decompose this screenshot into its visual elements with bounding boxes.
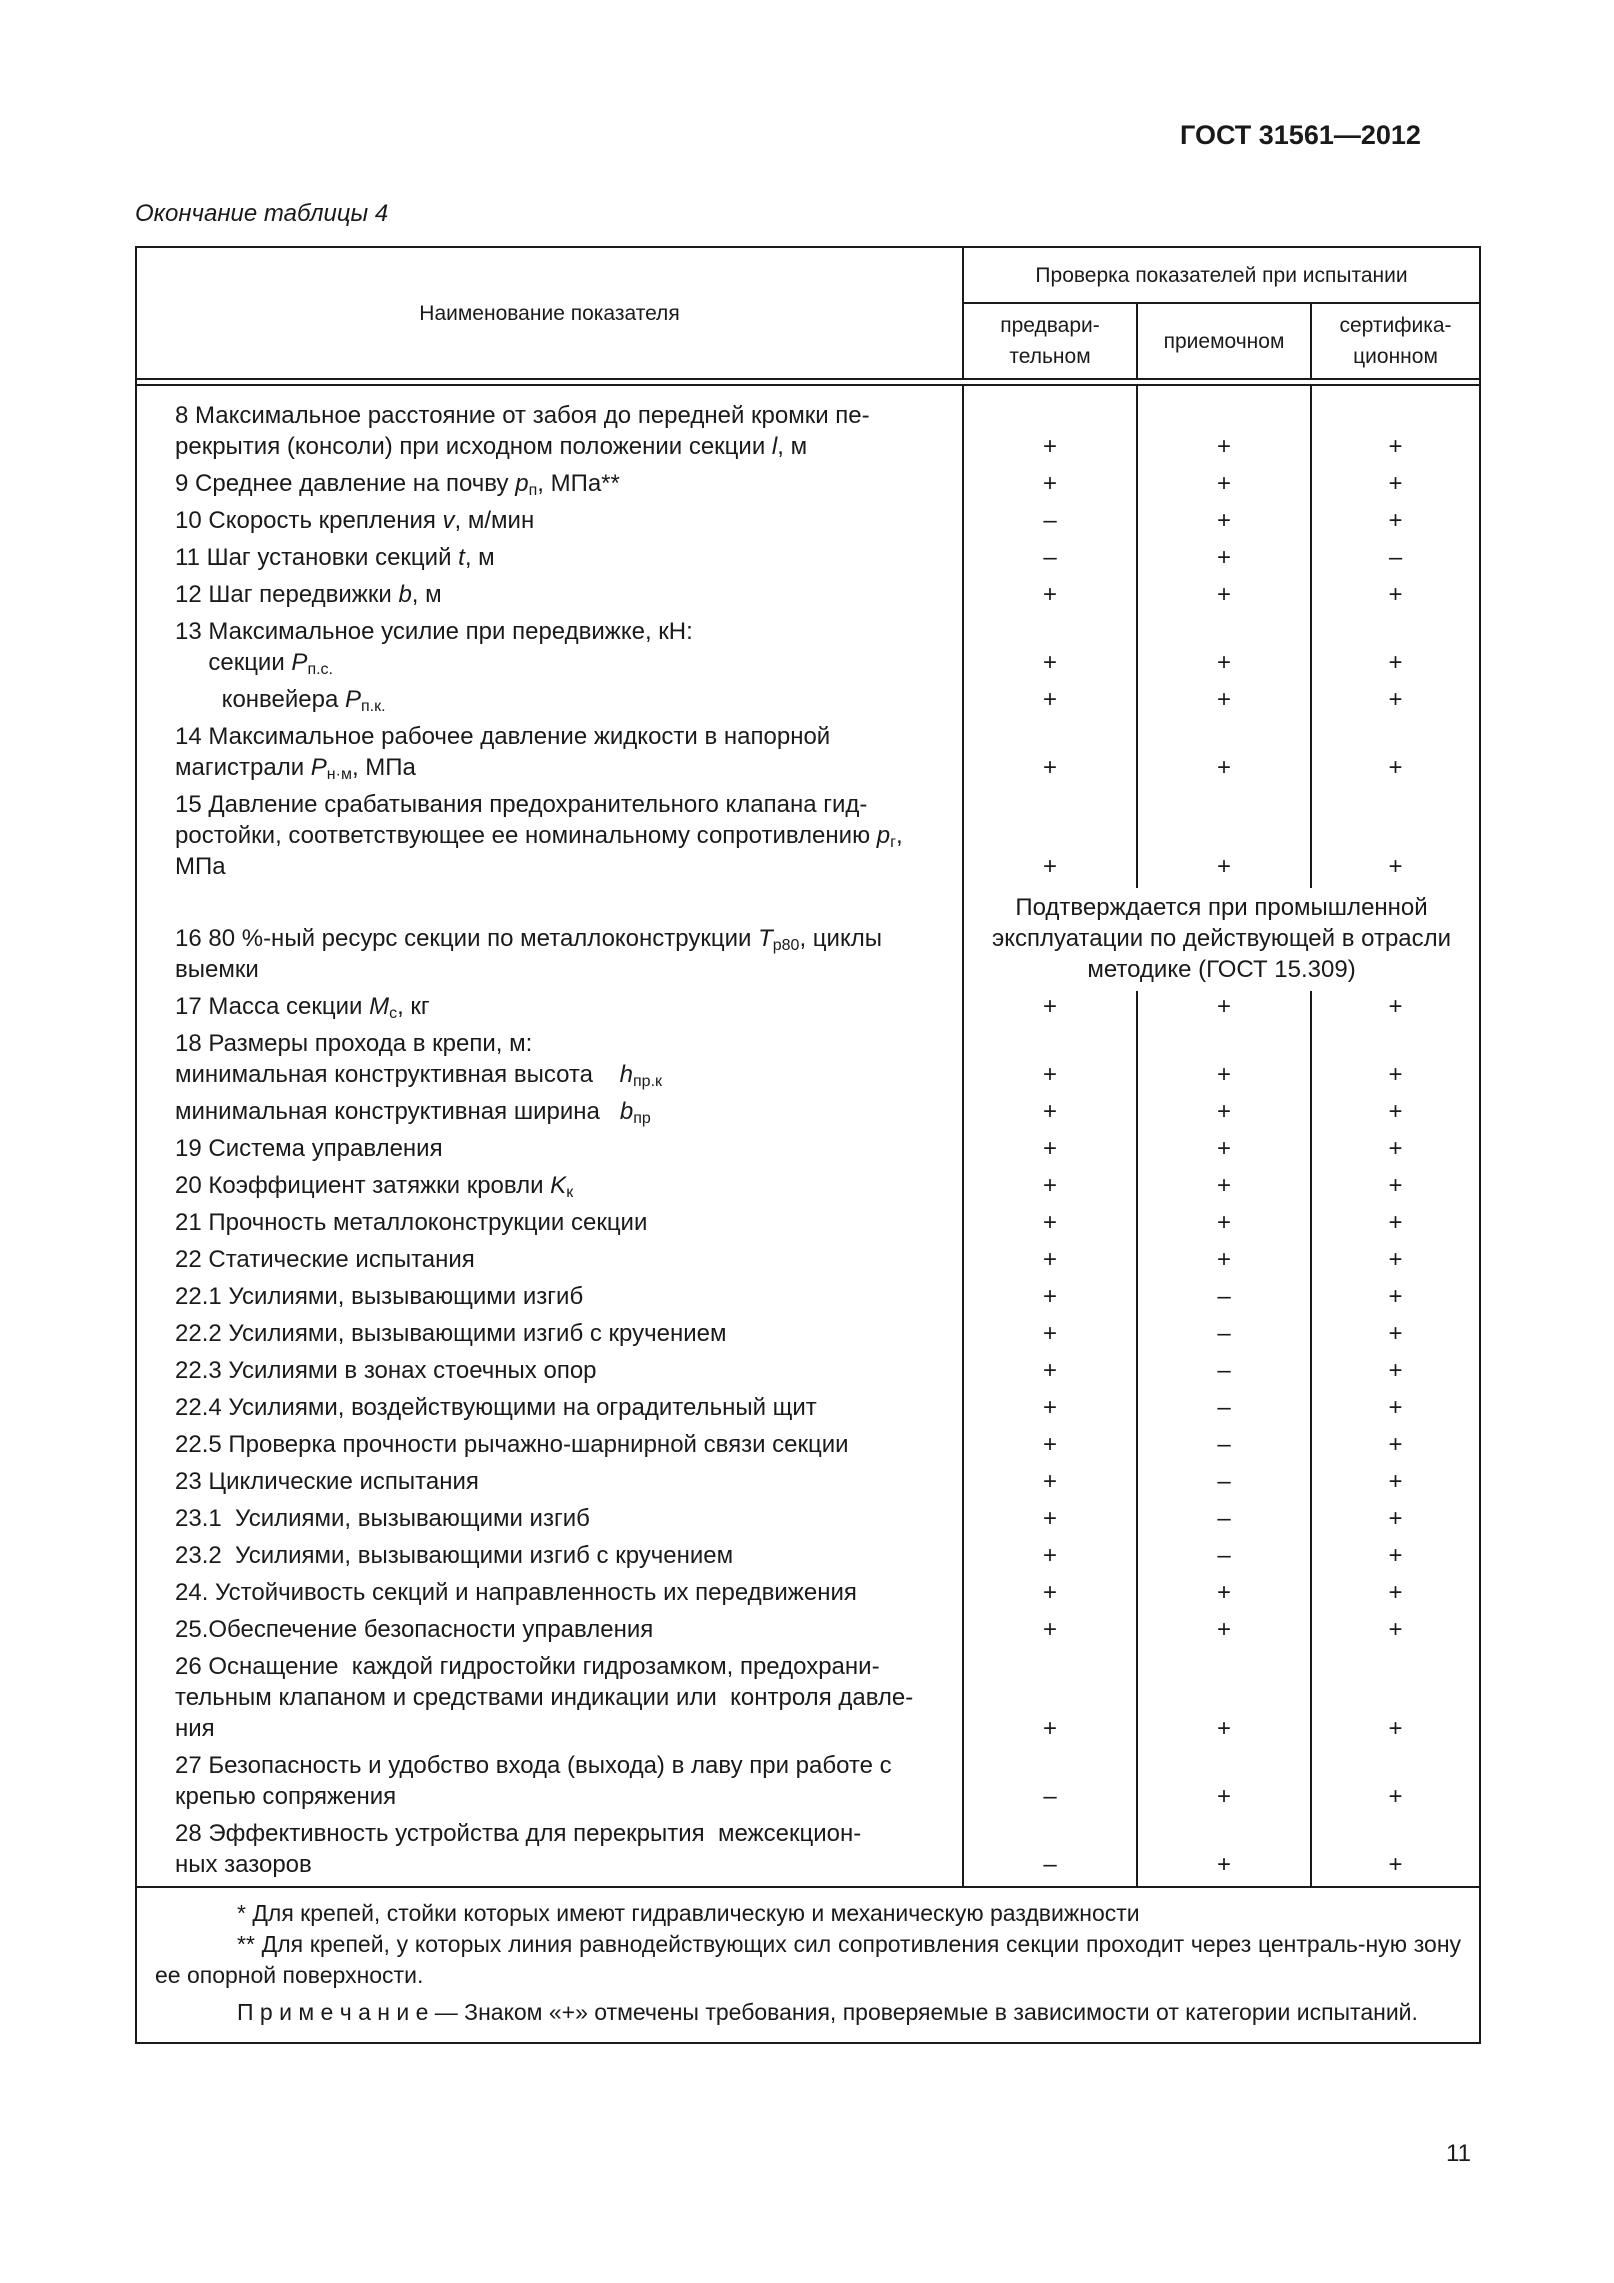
indicator-name: 24. Устойчивость секций и направленность их передвижения — [136, 1577, 963, 1614]
table-row — [136, 1244, 1480, 1281]
table-row — [136, 1392, 1480, 1429]
table-row — [136, 1318, 1480, 1355]
table-row — [136, 991, 1480, 1028]
table-row — [136, 542, 1480, 579]
value-preliminary: + — [963, 385, 1137, 468]
table-row — [136, 1540, 1480, 1577]
value-acceptance: + — [1137, 468, 1311, 505]
value-acceptance: – — [1137, 1392, 1311, 1429]
table-row — [136, 684, 1480, 721]
indicator-name: 28 Эффективность устройства для перекрытия межсекцион- ных зазоров — [136, 1818, 963, 1887]
column-header-preliminary-label: предвари- тельном — [1000, 314, 1100, 368]
value-certification: + — [1311, 579, 1480, 616]
value-preliminary: – — [963, 1750, 1137, 1818]
column-header-test-group: Проверка показателей при испытании — [963, 247, 1480, 303]
indicator-name: 10 Скорость крепления v, м/мин — [136, 505, 963, 542]
value-certification: + — [1311, 1466, 1480, 1503]
value-preliminary: + — [963, 1392, 1137, 1429]
value-certification: + — [1311, 721, 1480, 789]
table-row — [136, 1429, 1480, 1466]
indicator-name: 22.5 Проверка прочности рычажно-шарнирной связи секции — [136, 1429, 963, 1466]
value-certification: + — [1311, 385, 1480, 468]
value-preliminary: + — [963, 721, 1137, 789]
value-acceptance: + — [1137, 684, 1311, 721]
table-row — [136, 1028, 1480, 1096]
value-preliminary: + — [963, 1281, 1137, 1318]
value-acceptance: + — [1137, 1170, 1311, 1207]
value-certification: + — [1311, 991, 1480, 1028]
value-preliminary: + — [963, 468, 1137, 505]
value-acceptance: – — [1137, 1281, 1311, 1318]
value-acceptance: – — [1137, 1355, 1311, 1392]
value-certification: + — [1311, 1355, 1480, 1392]
indicator-name: 21 Прочность металлоконструкции секции — [136, 1207, 963, 1244]
value-acceptance: – — [1137, 1466, 1311, 1503]
value-acceptance: – — [1137, 1503, 1311, 1540]
value-preliminary: + — [963, 1133, 1137, 1170]
value-preliminary: + — [963, 789, 1137, 888]
value-certification: + — [1311, 1133, 1480, 1170]
indicators-table — [135, 246, 1481, 2044]
indicator-name: 22.2 Усилиями, вызывающими изгиб с кручением — [136, 1318, 963, 1355]
value-preliminary: + — [963, 1429, 1137, 1466]
value-certification: + — [1311, 789, 1480, 888]
indicator-name: 14 Максимальное рабочее давление жидкости в напорной магистрали $P_{н\cdot м}$, МПа — [136, 721, 963, 789]
table-row — [136, 385, 1480, 468]
indicator-name: 18 Размеры прохода в крепи, м: минимальная конструктивная высота $h_{пр.к}$ — [136, 1028, 963, 1096]
value-preliminary: + — [963, 1028, 1137, 1096]
value-acceptance: + — [1137, 1096, 1311, 1133]
table-caption: Окончание таблицы 4 — [135, 200, 389, 227]
indicator-name: 13 Максимальное усилие при передвижке, кН: секции $P_{п.с.}$ — [136, 616, 963, 684]
value-preliminary: + — [963, 1540, 1137, 1577]
column-header-acceptance-label: приемочном — [1163, 329, 1285, 353]
indicator-name: 19 Система управления — [136, 1133, 963, 1170]
indicator-name: 12 Шаг передвижки b, м — [136, 579, 963, 616]
value-certification: + — [1311, 468, 1480, 505]
indicator-name: 27 Безопасность и удобство входа (выхода) в лаву при работе с крепью сопряжения — [136, 1750, 963, 1818]
indicator-name: 26 Оснащение каждой гидростойки гидрозамком, предохрани- тельным клапаном и средствами индикации или контроля давле- ния — [136, 1651, 963, 1750]
value-preliminary: + — [963, 1466, 1137, 1503]
table-row — [136, 1207, 1480, 1244]
table-row — [136, 1651, 1480, 1750]
value-acceptance: + — [1137, 542, 1311, 579]
indicator-name: 22.4 Усилиями, воздействующими на оградительный щит — [136, 1392, 963, 1429]
value-preliminary: + — [963, 1170, 1137, 1207]
value-acceptance: + — [1137, 1614, 1311, 1651]
indicator-name: 23.2 Усилиями, вызывающими изгиб с кручением — [136, 1540, 963, 1577]
table-row — [136, 468, 1480, 505]
value-certification: + — [1311, 616, 1480, 684]
column-header-certification-label: сертифика- ционном — [1339, 314, 1452, 368]
confirmation-note: Подтверждается при промышленной эксплуатации по действующей в отрасли методике (ГОСТ 15.309) — [963, 888, 1480, 991]
value-acceptance: + — [1137, 789, 1311, 888]
indicator-name: 22 Статические испытания — [136, 1244, 963, 1281]
table-row — [136, 721, 1480, 789]
value-certification: + — [1311, 1540, 1480, 1577]
value-certification: + — [1311, 1096, 1480, 1133]
table-row — [136, 1614, 1480, 1651]
indicator-name: минимальная конструктивная ширина $b_{пр}$ — [136, 1096, 963, 1133]
table-row — [136, 888, 1480, 991]
indicator-name: 23 Циклические испытания — [136, 1466, 963, 1503]
table-row — [136, 1818, 1480, 1887]
value-acceptance: + — [1137, 1244, 1311, 1281]
table-row — [136, 1355, 1480, 1392]
value-preliminary: + — [963, 1207, 1137, 1244]
value-certification: + — [1311, 684, 1480, 721]
indicator-name: 16 80 %-ный ресурс секции по металлоконструкции $T_{р80}$, циклы выемки — [136, 888, 963, 991]
value-acceptance: – — [1137, 1429, 1311, 1466]
value-certification: + — [1311, 1207, 1480, 1244]
table-row — [136, 1577, 1480, 1614]
column-header-preliminary — [963, 303, 1137, 379]
table-row — [136, 1503, 1480, 1540]
value-acceptance: – — [1137, 1318, 1311, 1355]
value-preliminary: + — [963, 579, 1137, 616]
value-acceptance: + — [1137, 616, 1311, 684]
table-row — [136, 579, 1480, 616]
value-preliminary: + — [963, 1096, 1137, 1133]
indicator-name: 17 Масса секции $M_с$, кг — [136, 991, 963, 1028]
table-row — [136, 1281, 1480, 1318]
indicator-name: 9 Среднее давление на почву $p_п$, МПа** — [136, 468, 963, 505]
footnote-single-star: * Для крепей, стойки которых имеют гидравлическую и механическую раздвижности — [237, 1900, 1140, 1926]
indicator-name: 23.1 Усилиями, вызывающими изгиб — [136, 1503, 963, 1540]
value-preliminary: + — [963, 1355, 1137, 1392]
table-row — [136, 1096, 1480, 1133]
indicator-name: 22.1 Усилиями, вызывающими изгиб — [136, 1281, 963, 1318]
value-preliminary: + — [963, 991, 1137, 1028]
value-acceptance: + — [1137, 721, 1311, 789]
indicator-name: 25.Обеспечение безопасности управления — [136, 1614, 963, 1651]
value-preliminary: + — [963, 1503, 1137, 1540]
table-row — [136, 1133, 1480, 1170]
value-certification: + — [1311, 1281, 1480, 1318]
value-preliminary: + — [963, 1244, 1137, 1281]
value-certification: + — [1311, 1170, 1480, 1207]
page-number: 11 — [1446, 2140, 1471, 2167]
value-preliminary: + — [963, 1318, 1137, 1355]
table-note: П р и м е ч а н и е — Знаком «+» отмечены требования, проверяемые в зависимости от категории испытаний. — [237, 1999, 1418, 2025]
value-certification: + — [1311, 1651, 1480, 1750]
column-header-acceptance — [1137, 303, 1311, 379]
table-row — [136, 1170, 1480, 1207]
indicator-name: 20 Коэффициент затяжки кровли $K_к$ — [136, 1170, 963, 1207]
table-row — [136, 616, 1480, 684]
value-certification: + — [1311, 1750, 1480, 1818]
indicator-name: конвейера $P_{п.к.}$ — [136, 684, 963, 721]
value-certification: + — [1311, 1577, 1480, 1614]
value-acceptance: + — [1137, 385, 1311, 468]
value-certification: + — [1311, 1818, 1480, 1887]
table-body — [136, 385, 1480, 1887]
value-preliminary: – — [963, 505, 1137, 542]
value-preliminary: – — [963, 1818, 1137, 1887]
value-certification: + — [1311, 1028, 1480, 1096]
value-preliminary: – — [963, 542, 1137, 579]
value-certification: + — [1311, 1244, 1480, 1281]
value-acceptance: + — [1137, 579, 1311, 616]
indicator-name: 8 Максимальное расстояние от забоя до передней кромки пе- рекрытия (консоли) при исходном положении секции l, м — [136, 385, 963, 468]
value-certification: + — [1311, 1429, 1480, 1466]
value-certification: – — [1311, 542, 1480, 579]
table-row — [136, 1750, 1480, 1818]
value-certification: + — [1311, 1614, 1480, 1651]
value-acceptance: + — [1137, 1577, 1311, 1614]
table-row — [136, 505, 1480, 542]
value-certification: + — [1311, 1392, 1480, 1429]
value-acceptance: + — [1137, 1818, 1311, 1887]
footnote-double-star: ** Для крепей, у которых линия равнодействующих сил сопротивления секции проходит через централь-ную зону ее опорной поверхности. — [155, 1931, 1462, 1988]
value-certification: + — [1311, 1318, 1480, 1355]
column-header-certification — [1311, 303, 1480, 379]
value-acceptance: + — [1137, 1651, 1311, 1750]
value-preliminary: + — [963, 1577, 1137, 1614]
value-preliminary: + — [963, 1651, 1137, 1750]
table-row — [136, 789, 1480, 888]
value-certification: + — [1311, 505, 1480, 542]
indicator-name: 11 Шаг установки секций t, м — [136, 542, 963, 579]
value-acceptance: + — [1137, 1028, 1311, 1096]
value-acceptance: + — [1137, 1133, 1311, 1170]
value-acceptance: + — [1137, 991, 1311, 1028]
value-acceptance: – — [1137, 1540, 1311, 1577]
value-preliminary: + — [963, 1614, 1137, 1651]
value-preliminary: + — [963, 684, 1137, 721]
document-standard-number: ГОСТ 31561—2012 — [1180, 120, 1421, 150]
value-acceptance: + — [1137, 1207, 1311, 1244]
table-notes — [136, 1887, 1480, 2043]
table-row — [136, 1466, 1480, 1503]
value-acceptance: + — [1137, 1750, 1311, 1818]
value-acceptance: + — [1137, 505, 1311, 542]
value-certification: + — [1311, 1503, 1480, 1540]
value-preliminary: + — [963, 616, 1137, 684]
indicator-name: 15 Давление срабатывания предохранительного клапана гид- ростойки, соответствующее ее номинальному сопротивлению $p_г$, МПа — [136, 789, 963, 888]
indicator-name: 22.3 Усилиями в зонах стоечных опор — [136, 1355, 963, 1392]
column-header-indicator-name: Наименование показателя — [136, 247, 963, 379]
